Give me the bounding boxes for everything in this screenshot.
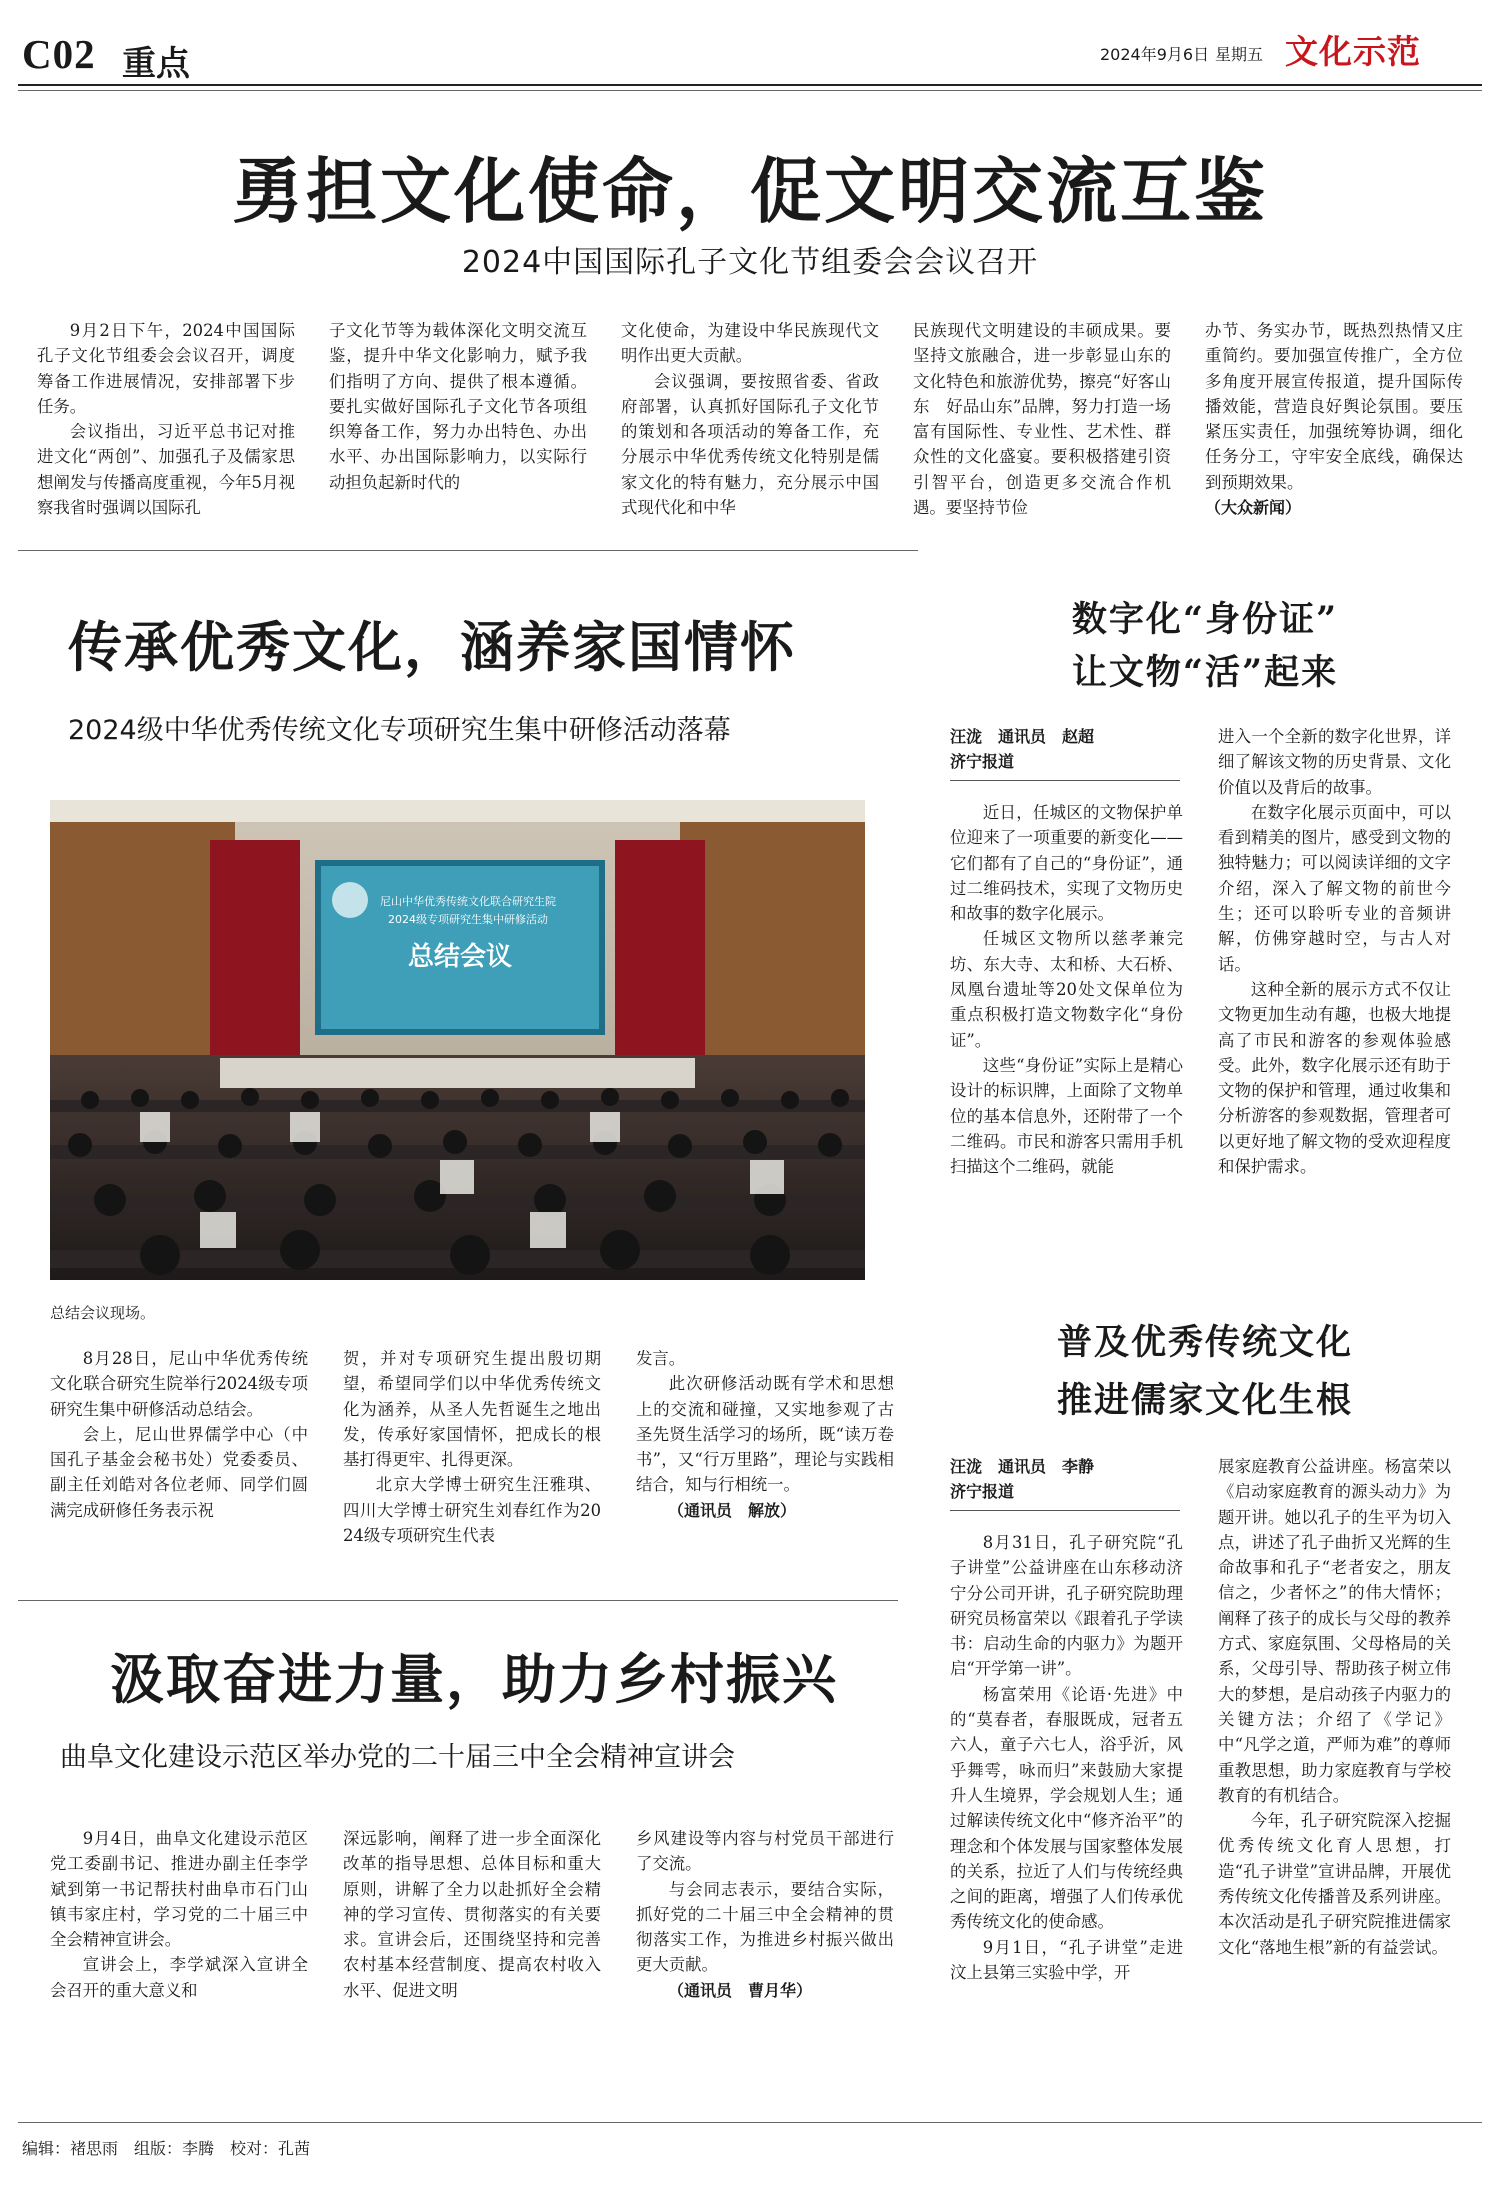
screen-text-line2: 2024级专项研究生集中研修活动	[388, 913, 548, 926]
article2-column-2	[343, 1346, 601, 1548]
screen-title: 总结会议	[407, 942, 513, 972]
paragraph: 文化使命，为建设中华民族现代文明作出更大贡献。	[621, 321, 879, 366]
article1-column-3	[621, 318, 879, 520]
paragraph: 深远影响，阐释了进一步全面深化改革的指导思想、总体目标和重大原则，讲解了全力以赴抓好全会精神的学习宣传、贯彻落实的有关要求。宣讲会后，还围绕坚持和完善农村基本经营制度、提高农村收入水平、促进文明	[343, 1829, 601, 2000]
article5-column-2	[1218, 1454, 1451, 1960]
paragraph: 近日，任城区的文物保护单位迎来了一项重要的新变化——它们都有了自己的“身份证”，通过二维码技术，实现了文物历史和故事的数字化展示。	[950, 803, 1183, 924]
paragraph: 会议指出，习近平总书记对推进文化“两创”、加强孔子及儒家思想阐发与传播高度重视，今年5月视察我省时强调以国际孔	[37, 422, 295, 518]
byline-divider	[950, 1510, 1180, 1511]
article3-column-1	[50, 1826, 308, 2003]
header-rule-thin	[18, 90, 1482, 91]
byline-reporters: 汪泷 通讯员 李静	[950, 1457, 1095, 1476]
paragraph: 8月28日，尼山中华优秀传统文化联合研究生院举行2024级专项研究生集中研修活动总结会。	[50, 1349, 308, 1419]
paragraph: 办节、务实办节，既热烈热情又庄重简约。要加强宣传推广，全方位多角度开展宣传报道，提升国际传播效能，营造良好舆论氛围。要压紧压实责任，加强统筹协调，细化任务分工，守牢安全底线，确保达到预期效果。	[1205, 321, 1463, 492]
paragraph: 8月31日，孔子研究院“孔子讲堂”公益讲座在山东移动济宁分公司开讲，孔子研究院助理研究员杨富荣以《跟着孔子学读书：启动生命的内驱力》为题开启“开学第一讲”。	[950, 1533, 1183, 1679]
screen-text-line1: 尼山中华优秀传统文化联合研究生院	[380, 895, 556, 908]
article1-subtitle: 2024中国国际孔子文化节组委会会议召开	[461, 245, 1039, 280]
byline-reporters: 汪泷 通讯员 赵超	[950, 727, 1095, 746]
paragraph: 9月4日，曲阜文化建设示范区党工委副书记、推进办副主任李学斌到第一书记帮扶村曲阜市石门山镇韦家庄村，学习党的二十届三中全会精神宣讲会。	[50, 1829, 308, 1950]
paragraph: 北京大学博士研究生汪雅琪、四川大学博士研究生刘春红作为2024级专项研究生代表	[343, 1475, 601, 1546]
paragraph: 乡风建设等内容与村党员干部进行了交流。	[636, 1829, 894, 1874]
paragraph: 宣讲会上，李学斌深入宣讲全会召开的重大意义和	[50, 1955, 308, 2000]
paragraph: 此次研修活动既有学术和思想上的交流和碰撞，又实地参观了古圣先贤生活学习的场所，既“读万卷书”，又“行万里路”，理论与实践相结合，知与行相统一。	[636, 1374, 894, 1495]
paragraph: 贺，并对专项研究生提出殷切期望，希望同学们以中华优秀传统文化为涵养，从圣人先哲诞生之地出发，传承好家国情怀，把成长的根基打得更牢、扎得更深。	[343, 1349, 601, 1470]
article5-title-line1: 普及优秀传统文化	[1056, 1322, 1353, 1363]
article3-title: 汲取奋进力量，助力乡村振兴	[110, 1647, 838, 1711]
header-rule	[18, 84, 1482, 86]
article2-column-1	[50, 1346, 308, 1523]
article5-title-line2: 推进儒家文化生根	[1056, 1380, 1353, 1421]
article2-title: 传承优秀文化，涵养家国情怀	[68, 615, 796, 679]
conference-photo-illustration	[50, 800, 865, 1280]
paragraph: 9月2日下午，2024中国国际孔子文化节组委会会议召开，调度筹备工作进展情况，安排部署下步任务。	[37, 321, 295, 416]
paragraph: 民族现代文明建设的丰硕成果。要坚持文旅融合，进一步彰显山东的文化特色和旅游优势，擦亮“好客山东 好品山东”品牌，努力打造一场富有国际性、专业性、艺术性、群众性的文化盛宴。要积极搭建引资引智平台，创造更多交流合作机遇。要坚持节俭	[913, 321, 1171, 518]
paragraph: 展家庭教育公益讲座。杨富荣以《启动家庭教育的源头动力》为题开讲。她以孔子的生平为切入点，讲述了孔子曲折又光辉的生命故事和孔子“老者安之，朋友信之，少者怀之”的伟大情怀；阐释了孩子的成长与父母的教养方式、家庭氛围、父母格局的关系，父母引导、帮助孩子树立伟大的梦想，是启动孩子内驱力的关键方法；介绍了《学记》中“凡学之道，严师为难”的尊师重教思想，助力家庭教育与学校教育的有机结合。	[1218, 1457, 1451, 1805]
paragraph: 子文化节等为载体深化文明交流互鉴，提升中华文化影响力，赋予我们指明了方向、提供了根本遵循。要扎实做好国际孔子文化节各项组织筹备工作，努力办出特色、办出水平、办出国际影响力，以实际行动担负起新时代的	[329, 321, 587, 492]
byline-location: 济宁报道	[950, 1482, 1015, 1501]
article1-column-1	[37, 318, 295, 520]
byline-location: 济宁报道	[950, 752, 1015, 771]
article2-column-3	[636, 1346, 894, 1523]
article3-source: （通讯员 曹月华）	[668, 1980, 813, 2000]
article4-column-1	[950, 800, 1183, 1179]
section-name: 重点	[122, 44, 190, 84]
paragraph: 发言。	[636, 1349, 686, 1368]
article4-column-2	[1218, 724, 1451, 1179]
article2-source: （通讯员 解放）	[668, 1500, 797, 1520]
section-divider	[18, 1600, 898, 1601]
article1-column-4	[913, 318, 1171, 520]
issue-date: 2024年9月6日	[1100, 45, 1210, 64]
paragraph: 在数字化展示页面中，可以看到精美的图片，感受到文物的独特魅力；可以阅读详细的文字介绍，深入了解文物的前世今生；还可以聆听专业的音频讲解，仿佛穿越时空，与古人对话。	[1218, 802, 1451, 974]
paragraph: 会上，尼山世界儒学中心（中国孔子基金会秘书处）党委委员、副主任刘皓对各位老师、同学们圆满完成研修任务表示祝	[50, 1424, 308, 1520]
conference-photo	[50, 800, 865, 1280]
footer-rule	[18, 2122, 1482, 2123]
section-divider	[18, 550, 918, 551]
article5-byline	[950, 1454, 1094, 1504]
article5-column-1	[950, 1530, 1183, 1985]
article1-source: （大众新闻）	[1205, 498, 1302, 518]
footer-credits: 编辑：褚思雨 组版：李腾 校对：孔茜	[22, 2139, 311, 2158]
paragraph: 与会同志表示，要结合实际，抓好党的二十届三中全会精神的贯彻落实工作，为推进乡村振兴做出更大贡献。	[636, 1879, 894, 1975]
article4-title-line2: 让文物“活”起来	[1071, 652, 1339, 693]
article3-subtitle: 曲阜文化建设示范区举办党的二十届三中全会精神宣讲会	[60, 1742, 735, 1773]
paragraph: 会议强调，要按照省委、省政府部署，认真抓好国际孔子文化节的策划和各项活动的筹备工作，充分展示中华优秀传统文化特别是儒家文化的特有魅力，充分展示中国式现代化和中华	[621, 371, 879, 518]
article2-subtitle: 2024级中华优秀传统文化专项研究生集中研修活动落幕	[68, 715, 731, 746]
article4-byline	[950, 724, 1094, 774]
paragraph: 这种全新的展示方式不仅让文物更加生动有趣，也极大地提高了市民和游客的参观体验感受。此外，数字化展示还有助于文物的保护和管理，通过收集和分析游客的参观数据，管理者可以更好地了解文物的受欢迎程度和保护需求。	[1218, 979, 1451, 1177]
byline-divider	[950, 780, 1180, 781]
page-code: C02	[22, 31, 96, 77]
article1-title: 勇担文化使命，促文明交流互鉴	[231, 149, 1268, 233]
photo-caption: 总结会议现场。	[50, 1304, 156, 1322]
article1-column-5	[1205, 318, 1463, 520]
paragraph: 进入一个全新的数字化世界，详细了解该文物的历史背景、文化价值以及背后的故事。	[1218, 727, 1451, 797]
issue-weekday: 星期五	[1215, 45, 1264, 64]
article3-column-2	[343, 1826, 601, 2003]
article4-title-line1: 数字化“身份证”	[1071, 599, 1339, 640]
paragraph: 9月1日，“孔子讲堂”走进汶上县第三实验中学，开	[950, 1937, 1183, 1983]
article1-column-2	[329, 318, 587, 495]
paragraph: 今年，孔子研究院深入挖掘优秀传统文化育人思想，打造“孔子讲堂”宣讲品牌，开展优秀传统文化传播普及系列讲座。本次活动是孔子研究院推进儒家文化“落地生根”新的有益尝试。	[1218, 1811, 1451, 1957]
paragraph: 任城区文物所以慈孝兼完坊、东大寺、太和桥、大石桥、凤凰台遗址等20处文保单位为重点积极打造文物数字化“身份证”。	[950, 929, 1183, 1050]
paragraph: 这些“身份证”实际上是精心设计的标识牌，上面除了文物单位的基本信息外，还附带了一个二维码。市民和游客只需用手机扫描这个二维码，就能	[950, 1055, 1183, 1177]
newspaper-logo: 文化示范	[1285, 32, 1421, 71]
paragraph: 杨富荣用《论语·先进》中的“莫春者，春服既成，冠者五六人，童子六七人，浴乎沂，风乎舞雩，咏而归”来鼓励大家提升人生境界，学会规划人生；通过解读传统文化中“修齐治平”的理念和个体发展与国家整体发展的关系，拉近了人们与传统经典之间的距离，增强了人们传承优秀传统文化的使命感。	[950, 1684, 1183, 1932]
article3-column-3	[636, 1826, 894, 2003]
